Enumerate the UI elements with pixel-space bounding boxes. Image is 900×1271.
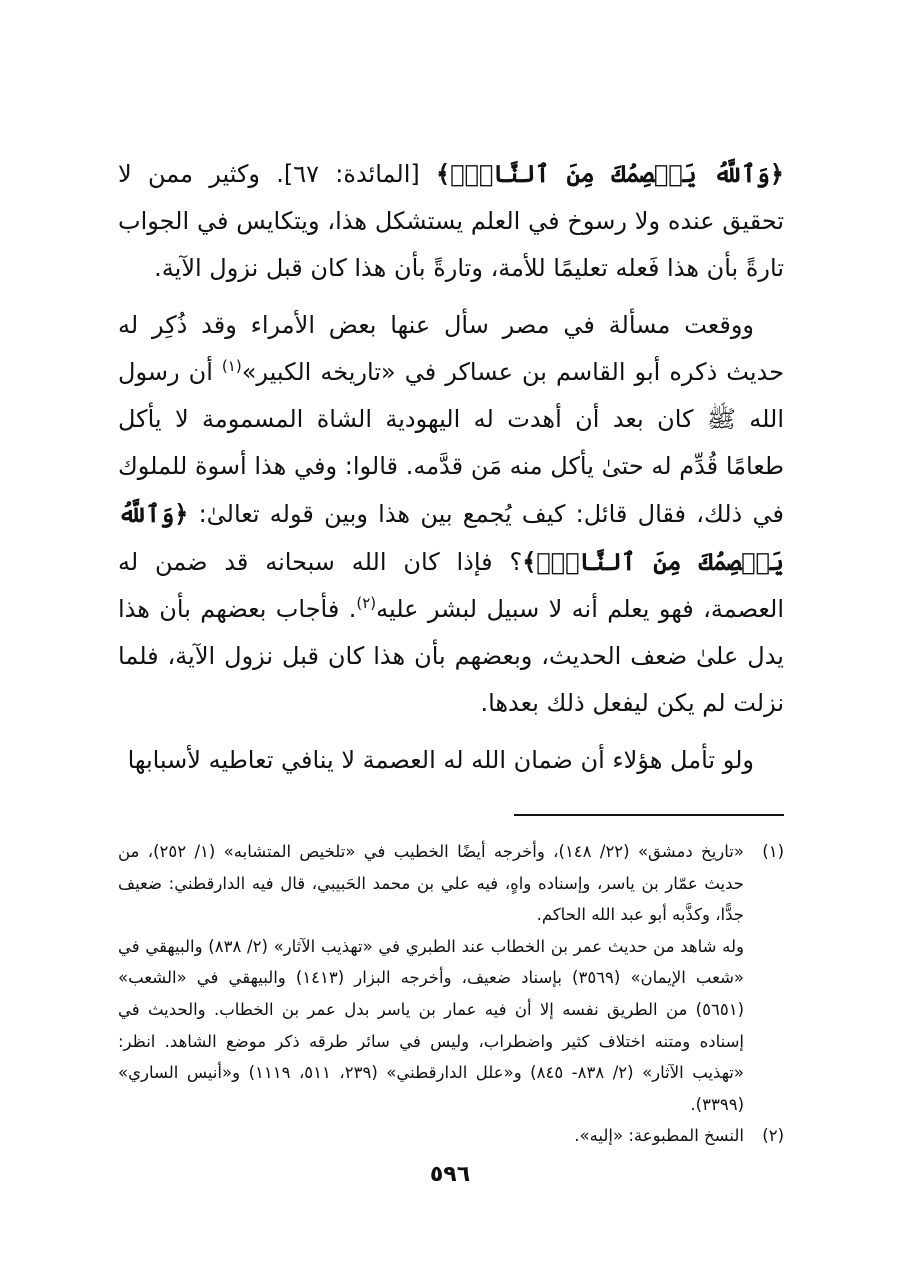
quran-verse: ﴿وَٱللَّهُ يَعۡصِمُكَ مِنَ ٱلنَّاسِۗ﴾ [436,159,784,188]
paragraph-2-text-a: ووقعت مسألة في مصر سأل عنها بعض الأمراء وقد ذُكِر له حديث ذكره أبو القاسم بن عساكر في «تاريخه الكبير» [118,311,784,386]
paragraph-1 [118,150,784,292]
footnote-paragraph: «تاريخ دمشق» (٢٢/ ١٤٨)، وأخرجه أيضًا الخطيب في «تلخيص المتشابه» (١/ ٢٥٢)، من حديث عمّار بن ياسر، وإسناده واهٍ، فيه علي بن محمد الحَبيبي، قال فيه الدارقطني: ضعيف جدًّا، وكذَّبه أبو عبد الله الحاكم. [118,842,744,925]
footnote-body [118,1120,744,1152]
verse-reference: [المائدة: ٦٧] [283,160,437,188]
paragraph-2-text-d: . فأجاب بعضهم بأن هذا يدل علىٰ ضعف الحديث، وبعضهم بأن هذا كان قبل نزول الآية، فلما نزلت لم يكن ليفعل ذلك بعدها. [118,595,784,717]
footnote-ref-2[interactable]: (٢) [356,594,377,612]
footnote-body [118,836,744,1120]
paragraph-3: ولو تأمل هؤلاء أن ضمان الله له العصمة لا ينافي تعاطيه لأسبابها [127,746,754,774]
footnote-separator [514,814,784,816]
footnote-number: (١) [762,842,784,861]
page-content [118,150,784,1152]
footnote-ref-1[interactable]: (١) [221,357,242,375]
page-number: ٥٩٦ [429,1162,471,1187]
footnote-paragraph: النسخ المطبوعة: «إليه». [574,1126,744,1146]
footnote-1 [118,836,784,1120]
paragraph-2-text-c: ؟ فإذا كان الله سبحانه قد ضمن له العصمة، فهو يعلم أنه لا سبيل لبشر عليه [118,548,784,623]
footnote-number: (٢) [762,1126,784,1146]
main-text [118,150,784,784]
paragraph-1-text: . وكثير ممن لا تحقيق عنده ولا رسوخ في العلم يستشكل هذا، ويتكايس في الجواب تارةً بأن هذا فَعله تعليمًا للأمة، وتارةً بأن هذا كان قبل نزول الآية. [118,160,784,282]
footnote-2 [118,1120,784,1152]
paragraph-2 [118,302,784,727]
footnotes [118,836,784,1152]
footnote-paragraph: وله شاهد من حديث عمر بن الخطاب عند الطبري في «تهذيب الآثار» (٢/ ٨٣٨) والبيهقي في «شعب الإيمان» (٣٥٦٩) بإسناد ضعيف، وأخرجه البزار (١٤١٣) والبيهقي في «الشعب» (٥٦٥١) من الطريق نفسه إلا أن فيه عمار بن ياسر بدل عمر بن الخطاب. والحديث في إسناده ومتنه اختلاف كثير واضطراب، وليس في سائر طرقه ذكر موضع الشاهد. انظر: «تهذيب الآثار» (٢/ ٨٣٨- ٨٤٥) و«علل الدارقطني» (٢٣٩، ٥١١، ١١١٩) و«أنيس الساري» (٣٣٩٩). [118,936,745,1114]
quran-verse: ﴿وَٱللَّهُ يَعۡصِمُكَ مِنَ ٱلنَّاسِۗ﴾ [118,499,784,576]
paragraph-2-text-b: أن رسول الله ﷺ كان بعد أن أهدت له اليهودية الشاة المسمومة لا يأكل طعامًا قُدِّم له حتىٰ يأكل منه مَن قدَّمه. قالوا: وفي هذا أسوة للملوك في ذلك، فقال قائل: كيف يُجمع بين هذا وبين قوله تعالىٰ: [118,358,784,528]
